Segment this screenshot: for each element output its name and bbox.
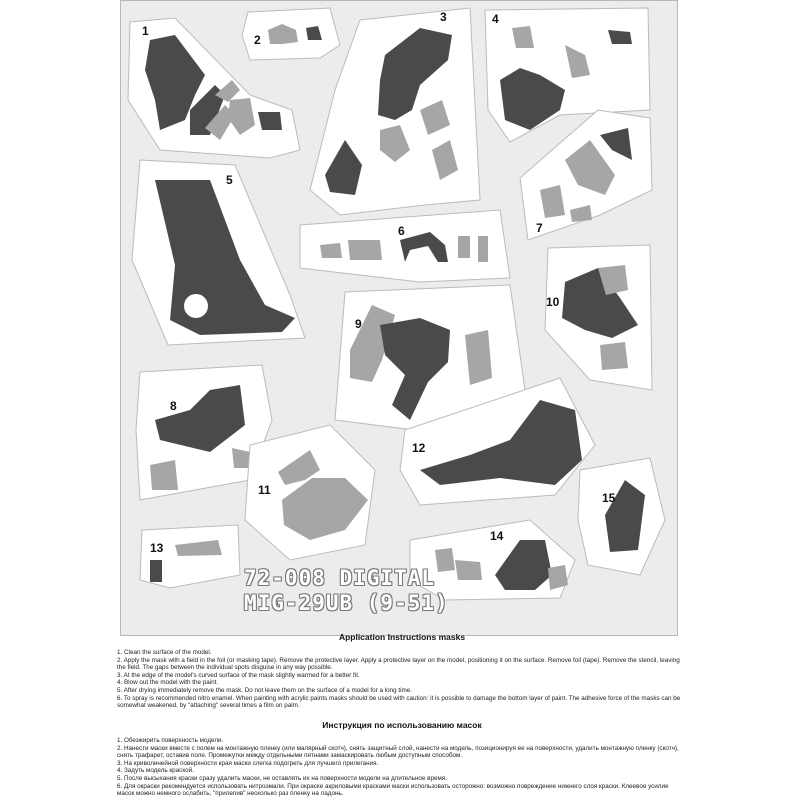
instruction-en-line-3: 3. At the edge of the model's curved surface of the mask slightly warmed for a better fit. (117, 671, 360, 679)
mask-number-3: 3 (440, 10, 447, 24)
instructions-russian-heading: Инструкция по использованию масок (322, 720, 482, 730)
instruction-en-line-2: 2. Apply the mask with a field in the foil (or masking tape). Remove the protective layer. Apply a protective layer on the model, positioning it on the surface. Remove foil (tape). Remove the stencil, leaving the field. The gaps between the individual spots disguise in any way possible. (117, 656, 680, 672)
mask-number-10: 10 (546, 295, 560, 309)
mask-number-2: 2 (254, 33, 261, 47)
instruction-ru-line-1: 1. Обезжирить поверхность модели. (117, 737, 224, 744)
instruction-ru-line-5: 5. После высыхания краски сразу удалить маски, не оставлять их на поверхности модели на длительное время. (117, 774, 447, 782)
mask-number-6: 6 (398, 224, 405, 238)
mask-number-4: 4 (492, 12, 499, 26)
mask-panel-15 (578, 458, 665, 575)
instruction-en-line-4: 4. Blow out the model with the paint. (117, 679, 219, 687)
mask-number-12: 12 (412, 441, 426, 455)
mask-panel-7 (520, 110, 652, 240)
instructions-russian (117, 720, 687, 798)
mask-number-15: 15 (602, 491, 616, 505)
instruction-ru-line-6: 6. Для окраски рекомендуется использовать нитроэмали. При окраске акриловыми красками маски использовать осторожно: возможно повреждение нижнего слоя краски. Клеевое усилие масок можно немного ослабить, "прилепив" несколько раз пленку на ладонь. (117, 782, 669, 798)
mask-number-9: 9 (355, 317, 362, 331)
instruction-ru-line-4: 4. Задуть модель краской. (117, 767, 194, 775)
kit-code-title: 72-008 DIGITAL (244, 566, 436, 590)
mask-panel-2 (242, 8, 340, 60)
mask-number-8: 8 (170, 399, 177, 413)
aircraft-title: MIG-29UB (9-51) (244, 591, 449, 615)
mask-panel-13 (140, 525, 240, 588)
instruction-en-line-1: 1. Clean the surface of the model. (117, 649, 212, 656)
mask-panel-11 (245, 425, 375, 560)
instruction-en-line-6: 6. To spray is recommended nitro enamel. When painting with acrylic paints masks should be used with caution: it is possible to damage the bottom layer of paint. The adhesive force of the masks can be somewhat weakened, by "attaching" several times a film on palm. (117, 694, 681, 710)
instruction-ru-line-2: 2. Нанести маски вместе с полем на монтажную пленку (или малярный скотч), снять защитный слой, нанести на модель, позиционируя ее на поверхности, удалить монтажную пленку (скотч), снять трафарет, оставив поле. Промежутки между отдельными пятнами замаскировать любым доступным способом. (117, 744, 679, 760)
mask-panel-10 (545, 245, 652, 390)
mask-number-11: 11 (258, 483, 271, 497)
instruction-ru-line-3: 3. На криволинейной поверхности края маски слегка подогреть для лучшего прилегания. (117, 759, 379, 767)
mask-number-14: 14 (490, 529, 504, 543)
mask-panel-6 (300, 210, 510, 282)
mask-number-5: 5 (226, 173, 233, 187)
mask-number-13: 13 (150, 541, 164, 555)
instructions-english (117, 632, 687, 710)
mask-number-1: 1 (142, 24, 149, 38)
instructions-english-heading: Application Instructions masks (338, 632, 466, 642)
mask-panel-5 (132, 160, 305, 345)
instruction-en-line-5: 5. After drying immediately remove the mask. Do not leave them on the surface of a model for a long time. (117, 686, 413, 694)
mask-number-7: 7 (536, 221, 543, 235)
